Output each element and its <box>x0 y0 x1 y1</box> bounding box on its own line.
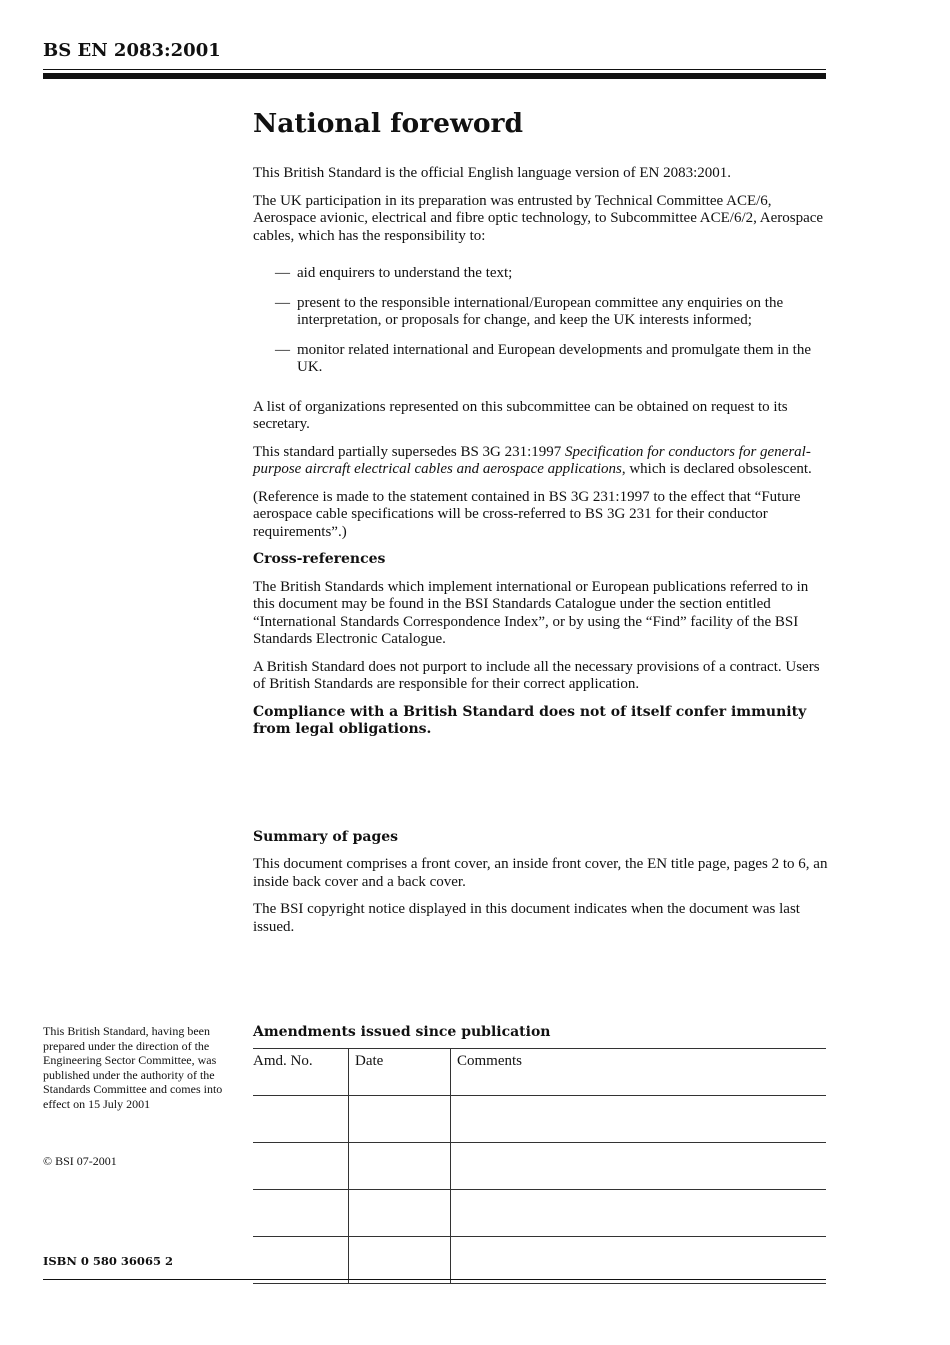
header-rule-thin <box>43 69 826 70</box>
header-rule-thick <box>43 73 826 79</box>
compliance-statement: Compliance with a British Standard does not of itself confer immunity from legal obligations. <box>253 703 807 737</box>
table-cell <box>349 1143 451 1190</box>
page-title: National foreword <box>253 108 523 139</box>
responsibility-list <box>253 265 828 377</box>
isbn: ISBN 0 580 36065 2 <box>43 1254 173 1268</box>
table-cell <box>451 1237 827 1284</box>
dash-bullet: — <box>275 265 290 281</box>
list-item-text: monitor related international and European developments and promulgate them in the UK. <box>297 341 812 375</box>
list-item <box>253 295 828 330</box>
summary-heading: Summary of pages <box>253 828 399 845</box>
table-cell <box>253 1143 349 1190</box>
paragraph-contract: A British Standard does not purport to include all the necessary provisions of a contract. Users of British Standards are responsible for their correct application. <box>253 658 820 692</box>
paragraph-reference: (Reference is made to the statement contained in BS 3G 231:1997 to the effect that “Future aerospace cable specifications will be cross-referred to BS 3G 231 for their conductor requirements”.) <box>253 488 801 540</box>
supersedes-text: This standard partially supersedes BS 3G 231:1997 <box>253 443 566 460</box>
table-cell <box>349 1096 451 1143</box>
document-code: BS EN 2083:2001 <box>43 40 221 61</box>
table-cell <box>349 1190 451 1237</box>
amendments-table <box>253 1048 826 1284</box>
paragraph-crossref: The British Standards which implement international or European publications referred to in this document may be found in the BSI Standards Catalogue under the section entitled “International Standards Correspondence Index”, or by using the “Find” facility of the BSI Standards Electronic Catalogue. <box>253 578 809 647</box>
supersedes-tail: , which is declared obsolescent. <box>621 461 812 477</box>
foreword-body <box>253 108 828 946</box>
list-item <box>253 342 828 377</box>
table-row <box>253 1143 826 1190</box>
paragraph-official-version: This British Standard is the official English language version of EN 2083:2001. <box>253 165 731 181</box>
paragraph-participation: The UK participation in its preparation was entrusted by Technical Committee ACE/6, Aerospace avionic, electrical and fibre optic technology, to Subcommittee ACE/6/2, Aerospace cables, which has the responsibility to: <box>253 192 824 244</box>
table-cell <box>349 1237 451 1284</box>
table-row <box>253 1096 826 1143</box>
paragraph-organizations: A list of organizations represented on this subcommittee can be obtained on request to its secretary. <box>253 398 788 432</box>
table-cell <box>451 1190 827 1237</box>
table-row <box>253 1237 826 1284</box>
paragraph-supersedes <box>253 444 828 479</box>
table-cell <box>253 1190 349 1237</box>
paragraph-copyright-notice: The BSI copyright notice displayed in this document indicates when the document was last issued. <box>253 901 800 935</box>
table-cell <box>451 1143 827 1190</box>
footer-rule <box>43 1279 826 1280</box>
crossref-heading: Cross-references <box>253 551 386 567</box>
column-header-comments: Comments <box>451 1049 827 1096</box>
dash-bullet: — <box>275 294 290 311</box>
list-item-text: present to the responsible international/European committee any enquiries on the interpretation, or proposals for change, and keep the UK interests informed; <box>297 294 784 328</box>
copyright-line: © BSI 07-2001 <box>43 1154 117 1168</box>
table-cell <box>253 1096 349 1143</box>
column-header-amd-no: Amd. No. <box>253 1049 349 1096</box>
paragraph-summary: This document comprises a front cover, an inside front cover, the EN title page, pages 2 to 6, an inside back cover and a back cover. <box>253 856 828 890</box>
list-item-text: aid enquirers to understand the text; <box>297 265 513 281</box>
table-header-row <box>253 1049 826 1096</box>
table-cell <box>451 1096 827 1143</box>
supersedes-title: Specification for conductors for general-purpose aircraft electrical cables and aerospace applications <box>253 443 811 477</box>
table-row <box>253 1190 826 1237</box>
column-header-date: Date <box>349 1049 451 1096</box>
table-cell <box>253 1237 349 1284</box>
dash-bullet: — <box>275 341 290 358</box>
spacer <box>253 749 828 829</box>
list-item <box>253 265 828 283</box>
amendments-title: Amendments issued since publication <box>253 1024 551 1040</box>
publication-note: This British Standard, having been prepared under the direction of the Engineering Sector Committee, was published under the authority of the Standards Committee and comes into effect on 15 July 2001 <box>43 1024 223 1111</box>
